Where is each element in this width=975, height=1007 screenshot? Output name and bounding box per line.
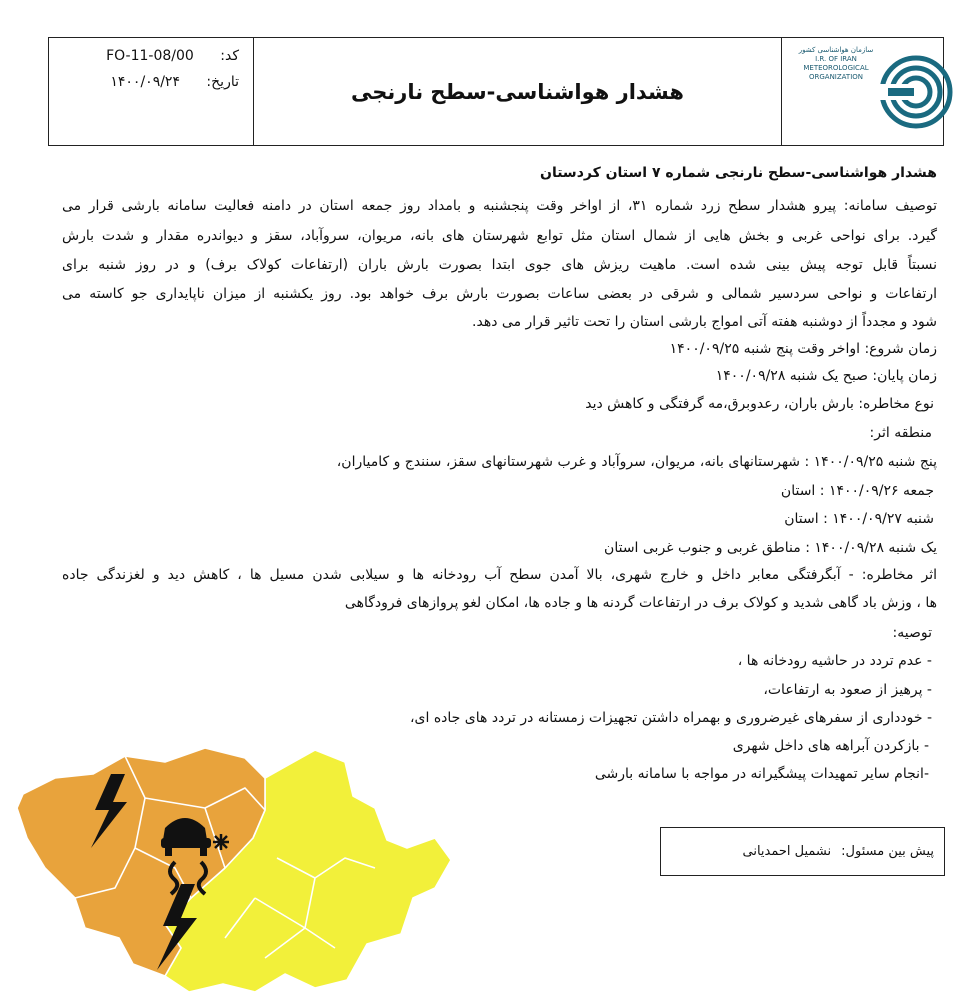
recommendation-item: - خودداری از سفرهای غیرضروری و بهمراه داشتن تجهیزات زمستانه در تردد های جاده ای،: [410, 710, 932, 726]
end-time: زمان پایان: صبح یک شنبه ۱۴۰۰/۰۹/۲۸: [715, 368, 937, 384]
area-item: پنج شنبه ۱۴۰۰/۰۹/۲۵ : شهرستانهای بانه، مریوان، سروآباد و غرب شهرستانهای سقز، سنندج و کامیاران،: [336, 454, 937, 470]
responsible-name: نشمیل احمدیانی: [742, 844, 832, 859]
kurdistan-warning-map: [15, 738, 460, 1000]
title-cell: [254, 38, 782, 145]
code-label: کد:: [220, 48, 239, 64]
effects-line: اثر مخاطره: - آبگرفتگی معابر داخل و خارج شهری، بالا آمدن سطح آب رودخانه ها و سیلابی شدن مسیل ها ، کاهش دید و لغزندگی جاده: [62, 567, 937, 583]
date-row: [110, 74, 239, 90]
description-line: ارتفاعات و نواحی سردسیر شمالی و شرقی در بعضی ساعات بصورت بارش برف خواهد بود. روز یکشنبه از میزان ناپایداری جو کاسته می: [62, 286, 937, 302]
start-time: زمان شروع: اواخر وقت پنج شنبه ۱۴۰۰/۰۹/۲۵: [669, 341, 937, 357]
org-name-en-1: I.R. OF IRAN: [815, 55, 857, 63]
description-line: شود و مجدداً از دوشنبه هفته آتی امواج بارشی استان را تحت تاثیر قرار می دهد.: [472, 314, 937, 330]
area-item: جمعه ۱۴۰۰/۰۹/۲۶ : استان: [780, 483, 934, 499]
hazard-type: نوع مخاطره: بارش باران، رعدوبرق،مه گرفتگی و کاهش دید: [585, 396, 934, 412]
responsible-label: پیش بین مسئول:: [841, 844, 934, 859]
snowflake-icon: [213, 834, 229, 850]
description-line: نسبتاً قابل توجه پیش بینی شده است. ماهیت ریزش های جوی ابتدا بصورت بارش باران (ارتفاعات کولاک برف) و در روز شنبه برای: [62, 257, 937, 273]
code-value: FO-11-08/00: [106, 48, 194, 64]
recommendation-label: توصیه:: [892, 625, 932, 641]
org-name-en-2: METEOROLOGICAL: [803, 64, 869, 72]
responsible-forecaster-box: [660, 827, 945, 876]
date-value: ۱۴۰۰/۰۹/۲۴: [110, 74, 180, 90]
page-title: هشدار هواشناسی-سطح نارنجی: [351, 79, 684, 104]
area-item: شنبه ۱۴۰۰/۰۹/۲۷ : استان: [784, 511, 934, 527]
area-label: منطقه اثر:: [869, 425, 932, 441]
recommendation-item: - بازکردن آبراهه های داخل شهری: [732, 738, 929, 754]
recommendation-item: - عدم تردد در حاشیه رودخانه ها ،: [737, 653, 932, 669]
code-row: [106, 48, 239, 64]
org-name-fa: سازمان هواشناسی کشور: [798, 46, 874, 54]
warning-heading: هشدار هواشناسی-سطح نارنجی شماره ۷ استان کردستان: [540, 165, 937, 181]
meteorological-organization-logo-icon: [878, 44, 956, 140]
recommendation-item: -انجام سایر تمهیدات پیشگیرانه در مواجه با سامانه بارشی: [594, 766, 929, 782]
description-line: گیرد. برای نواحی غربی و بخش هایی از شمال استان مثل توابع شهرستان های بانه، مریوان، سروآباد، سقز و دیواندره مقدار و شدت بارش: [62, 228, 937, 244]
area-item: یک شنبه ۱۴۰۰/۰۹/۲۸ : مناطق غربی و جنوب غربی استان: [604, 540, 937, 556]
date-label: تاریخ:: [206, 74, 239, 90]
logo-cell: [782, 38, 943, 145]
code-date-cell: [49, 38, 254, 145]
document-header: [48, 37, 944, 146]
effects-line: ها ، وزش باد گاهی شدید و کولاک برف در ارتفاعات گردنه ها و جاده ها، امکان لغو پروازهای فرودگاهی: [344, 595, 937, 611]
org-name: [796, 46, 876, 82]
recommendation-item: - پرهیز از صعود به ارتفاعات،: [763, 682, 932, 698]
description-line: توصیف سامانه: پیرو هشدار سطح زرد شماره ۳۱، از اواخر وقت پنجشنبه و بامداد روز جمعه استان در دامنه فعالیت سامانه بارشی قرار می: [62, 198, 937, 214]
org-name-en-3: ORGANIZATION: [808, 73, 863, 81]
